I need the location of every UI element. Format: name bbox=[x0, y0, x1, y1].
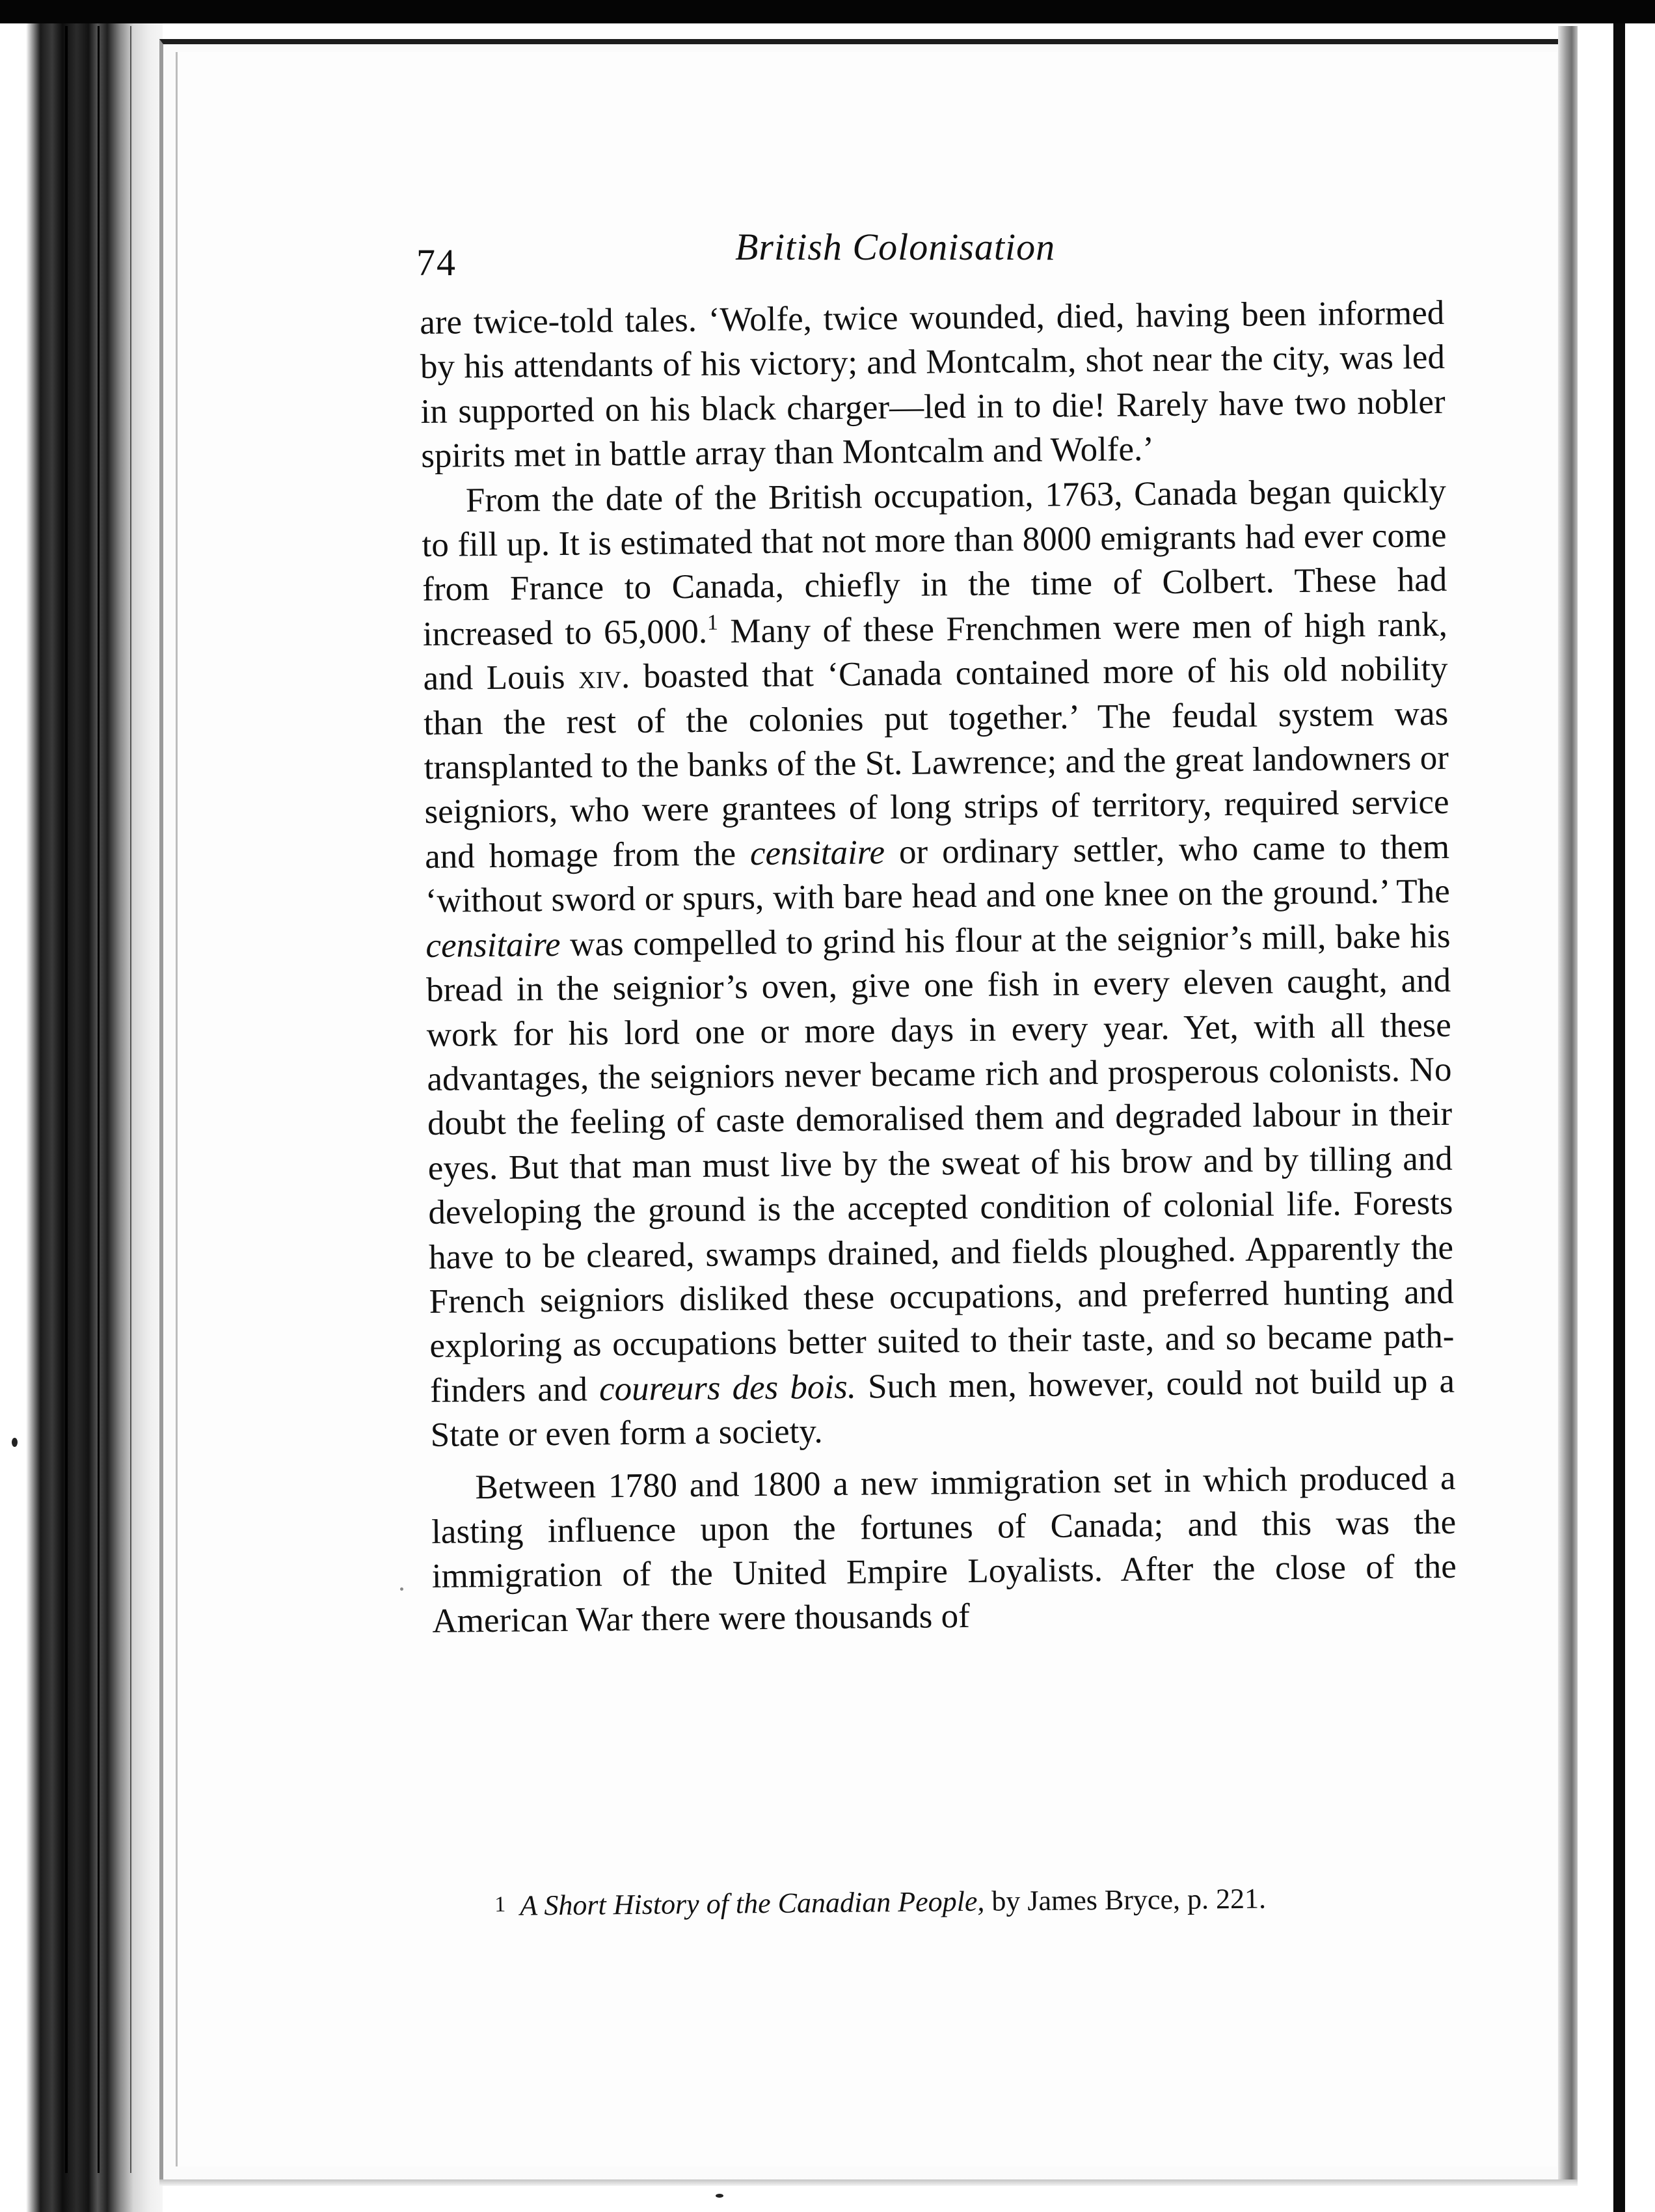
page-gutter-shadow bbox=[1558, 26, 1578, 2179]
page-edge-line bbox=[65, 26, 68, 2173]
book-binding bbox=[0, 0, 163, 2212]
page-header bbox=[416, 215, 1431, 293]
scan-speck bbox=[716, 2194, 723, 2198]
paragraph bbox=[431, 1455, 1457, 1643]
paragraph-text: are twice-told tales. ‘Wolfe, twice wounded, died, having been informed by his attendants of his victory; and Montcalm, shot near the city, was led in supported on his black charger—led in to die! Rarely have two nobler spirits met in battle array than Montcalm and Wolfe.’ bbox=[420, 293, 1446, 476]
scan-border-top bbox=[0, 0, 1655, 23]
italic-term: censitaire bbox=[749, 833, 885, 873]
footnote-number: 1 bbox=[494, 1892, 506, 1917]
paragraph bbox=[420, 291, 1446, 479]
paragraph-text: was compelled to grind his flour at the seignior’s mill, bake his bread in the seignior’s oven, give one fish in every eleven caught, and work for his lord one or more days in every year. Yet, with all these advantages, the seigniors never became rich and prosperous colonists. No doubt the feeling of caste demoralised them and degraded labour in their eyes. But that man must live by the sweat of his brow and by tilling and developing the ground is the accepted condition of colonial life. Forests have to be cleared, swamps drained, and fields ploughed. Apparently the French seigniors disliked these occupations, and preferred hunting and exploring as occupations better suited to their taste, and so became path-finders and bbox=[425, 917, 1455, 1410]
running-title: British Colonisation bbox=[735, 226, 1056, 268]
italic-term: censitaire bbox=[425, 925, 561, 965]
paragraph-text: Many of these Frenchmen were men of high rank, and Louis bbox=[423, 605, 1448, 698]
scan-speck bbox=[12, 1438, 18, 1447]
footnote-title: A Short History of the Canadian People, bbox=[520, 1885, 985, 1922]
facing-page-edge bbox=[1578, 26, 1613, 2212]
roman-numeral: xiv. bbox=[578, 658, 630, 696]
scan-speck bbox=[400, 1587, 403, 1591]
page-number: 74 bbox=[416, 241, 457, 284]
paragraph bbox=[422, 468, 1455, 1457]
paragraph-text: From the date of the British occupation, 1763, Canada began quickly to fill up. It is estimated that not more than 8000 emigrants had ever come from France to Canada, chiefly in the time of Colbert. These had increased to 65,000. bbox=[422, 472, 1447, 653]
paragraph-text: or ordinary settler, who came to them ‘without sword or spurs, with bare head and one knee on the ground.’ The bbox=[425, 828, 1451, 921]
paragraph-text: Between 1780 and 1800 a new immigration set in which produced a lasting influence upon the fortunes of Canada; and this was the immigration of the United Empire Loyalists. After the close of the American War there were thousands of bbox=[431, 1459, 1457, 1640]
footnote-marker: 1 bbox=[706, 610, 719, 635]
paragraph-text: boasted that ‘Canada contained more of his old nobility than the rest of the colonies put together.’ The feudal system was transplanted to the banks of the St. Lawrence; and the great landowners or seigniors, who were grantees of long strips of territory, required service and homage from the bbox=[423, 650, 1449, 876]
footnote-text: by James Bryce, p. 221. bbox=[984, 1882, 1267, 1917]
italic-term: coureurs des bois. bbox=[599, 1368, 857, 1409]
page-edge-line bbox=[98, 26, 100, 2173]
scan-border-right bbox=[1613, 23, 1625, 2212]
page-bottom-edge bbox=[159, 2179, 1578, 2186]
page-edge-line bbox=[130, 26, 131, 2173]
paragraph-text: Such men, however, could not build up a State or even form a society. bbox=[430, 1362, 1455, 1455]
body-text bbox=[420, 291, 1457, 1643]
